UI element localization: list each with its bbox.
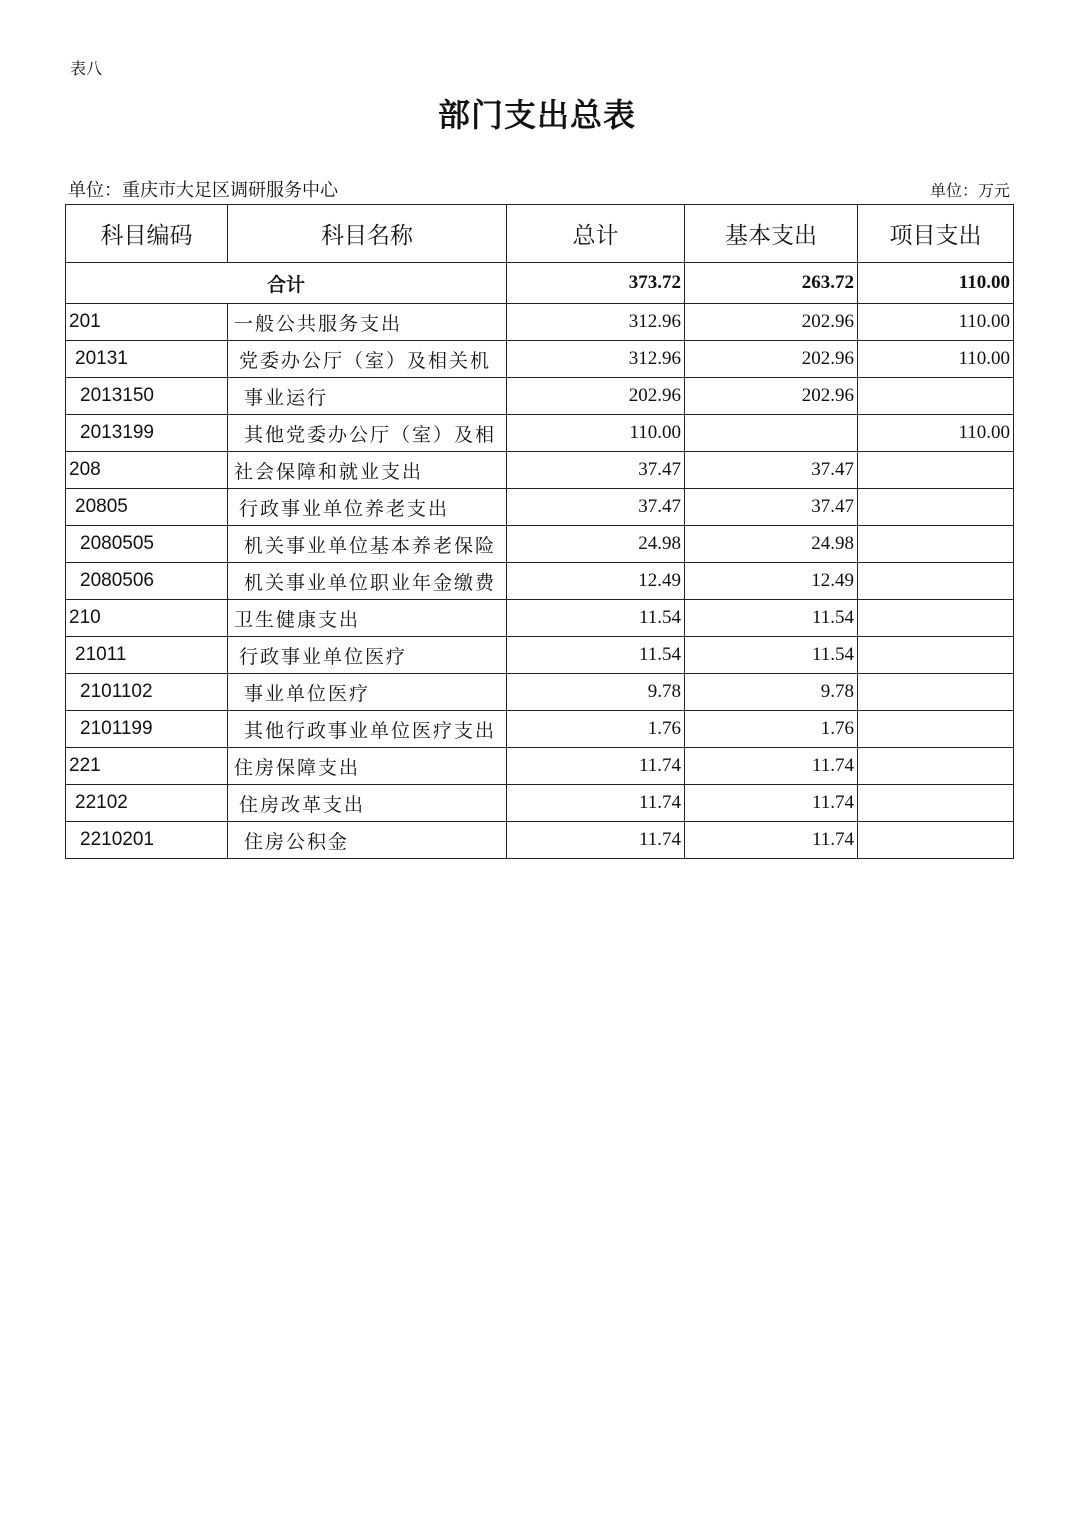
row-name: 党委办公厅（室）及相关机: [228, 341, 507, 378]
row-project: [858, 711, 1014, 748]
header-project: 项目支出: [858, 205, 1014, 263]
row-project: [858, 489, 1014, 526]
row-basic: 11.74: [685, 822, 858, 859]
row-total: 11.54: [507, 600, 685, 637]
row-basic: 11.74: [685, 748, 858, 785]
table-row: [66, 563, 1014, 600]
row-project: [858, 785, 1014, 822]
row-name: 其他党委办公厅（室）及相: [228, 415, 507, 452]
row-basic: 202.96: [685, 341, 858, 378]
total-label: 合计: [66, 263, 507, 304]
table-row: [66, 600, 1014, 637]
total-row: [66, 263, 1014, 304]
row-name: 行政事业单位养老支出: [228, 489, 507, 526]
row-basic: 1.76: [685, 711, 858, 748]
row-name: 一般公共服务支出: [228, 304, 507, 341]
row-name: 其他行政事业单位医疗支出: [228, 711, 507, 748]
row-total: 312.96: [507, 304, 685, 341]
row-name: 机关事业单位基本养老保险: [228, 526, 507, 563]
row-code: 2210201: [66, 822, 228, 859]
table-row: [66, 415, 1014, 452]
row-total: 110.00: [507, 415, 685, 452]
row-total: 37.47: [507, 489, 685, 526]
total-sum: 373.72: [507, 263, 685, 304]
row-project: 110.00: [858, 304, 1014, 341]
row-code: 22102: [66, 785, 228, 822]
row-name: 机关事业单位职业年金缴费: [228, 563, 507, 600]
row-basic: 11.54: [685, 637, 858, 674]
row-project: [858, 822, 1014, 859]
unit-organization: 单位：重庆市大足区调研服务中心: [68, 180, 338, 201]
table-row: [66, 748, 1014, 785]
row-project: [858, 600, 1014, 637]
row-name: 社会保障和就业支出: [228, 452, 507, 489]
row-project: [858, 637, 1014, 674]
row-project: 110.00: [858, 415, 1014, 452]
row-project: [858, 452, 1014, 489]
row-basic: 12.49: [685, 563, 858, 600]
row-project: [858, 674, 1014, 711]
row-total: 11.74: [507, 785, 685, 822]
row-total: 202.96: [507, 378, 685, 415]
row-name: 事业运行: [228, 378, 507, 415]
page-title: 部门支出总表: [437, 96, 636, 134]
row-total: 12.49: [507, 563, 685, 600]
row-project: [858, 563, 1014, 600]
table-row: [66, 452, 1014, 489]
row-basic: 37.47: [685, 452, 858, 489]
row-basic: 24.98: [685, 526, 858, 563]
table-row: [66, 711, 1014, 748]
row-basic: 202.96: [685, 304, 858, 341]
table-header-row: [66, 205, 1014, 263]
row-basic: 202.96: [685, 378, 858, 415]
row-code: 2080506: [66, 563, 228, 600]
table-row: [66, 378, 1014, 415]
table-row: [66, 304, 1014, 341]
row-code: 210: [66, 600, 228, 637]
row-total: 11.74: [507, 748, 685, 785]
row-total: 11.54: [507, 637, 685, 674]
row-basic: 37.47: [685, 489, 858, 526]
row-basic: 11.74: [685, 785, 858, 822]
row-code: 2101102: [66, 674, 228, 711]
row-code: 201: [66, 304, 228, 341]
total-basic: 263.72: [685, 263, 858, 304]
row-basic: [685, 415, 858, 452]
row-project: [858, 748, 1014, 785]
row-name: 住房改革支出: [228, 785, 507, 822]
row-project: [858, 378, 1014, 415]
table-row: [66, 822, 1014, 859]
table-row: [66, 489, 1014, 526]
row-name: 卫生健康支出: [228, 600, 507, 637]
table-row: [66, 674, 1014, 711]
header-basic: 基本支出: [685, 205, 858, 263]
row-code: 221: [66, 748, 228, 785]
row-code: 2013150: [66, 378, 228, 415]
row-code: 2101199: [66, 711, 228, 748]
row-total: 24.98: [507, 526, 685, 563]
row-total: 1.76: [507, 711, 685, 748]
row-name: 行政事业单位医疗: [228, 637, 507, 674]
row-code: 2080505: [66, 526, 228, 563]
row-code: 21011: [66, 637, 228, 674]
header-total: 总计: [507, 205, 685, 263]
row-code: 20131: [66, 341, 228, 378]
table-row: [66, 785, 1014, 822]
row-total: 37.47: [507, 452, 685, 489]
header-name: 科目名称: [228, 205, 507, 263]
table-row: [66, 526, 1014, 563]
row-project: 110.00: [858, 341, 1014, 378]
row-total: 9.78: [507, 674, 685, 711]
unit-currency: 单位：万元: [929, 181, 1010, 200]
expenditure-table: [65, 204, 1014, 859]
row-code: 208: [66, 452, 228, 489]
header-code: 科目编码: [66, 205, 228, 263]
table-row: [66, 341, 1014, 378]
row-project: [858, 526, 1014, 563]
row-basic: 11.54: [685, 600, 858, 637]
row-basic: 9.78: [685, 674, 858, 711]
table-number: 表八: [70, 59, 103, 78]
row-name: 住房公积金: [228, 822, 507, 859]
row-name: 事业单位医疗: [228, 674, 507, 711]
table-row: [66, 637, 1014, 674]
row-total: 312.96: [507, 341, 685, 378]
row-code: 20805: [66, 489, 228, 526]
row-code: 2013199: [66, 415, 228, 452]
total-project: 110.00: [858, 263, 1014, 304]
row-total: 11.74: [507, 822, 685, 859]
row-name: 住房保障支出: [228, 748, 507, 785]
